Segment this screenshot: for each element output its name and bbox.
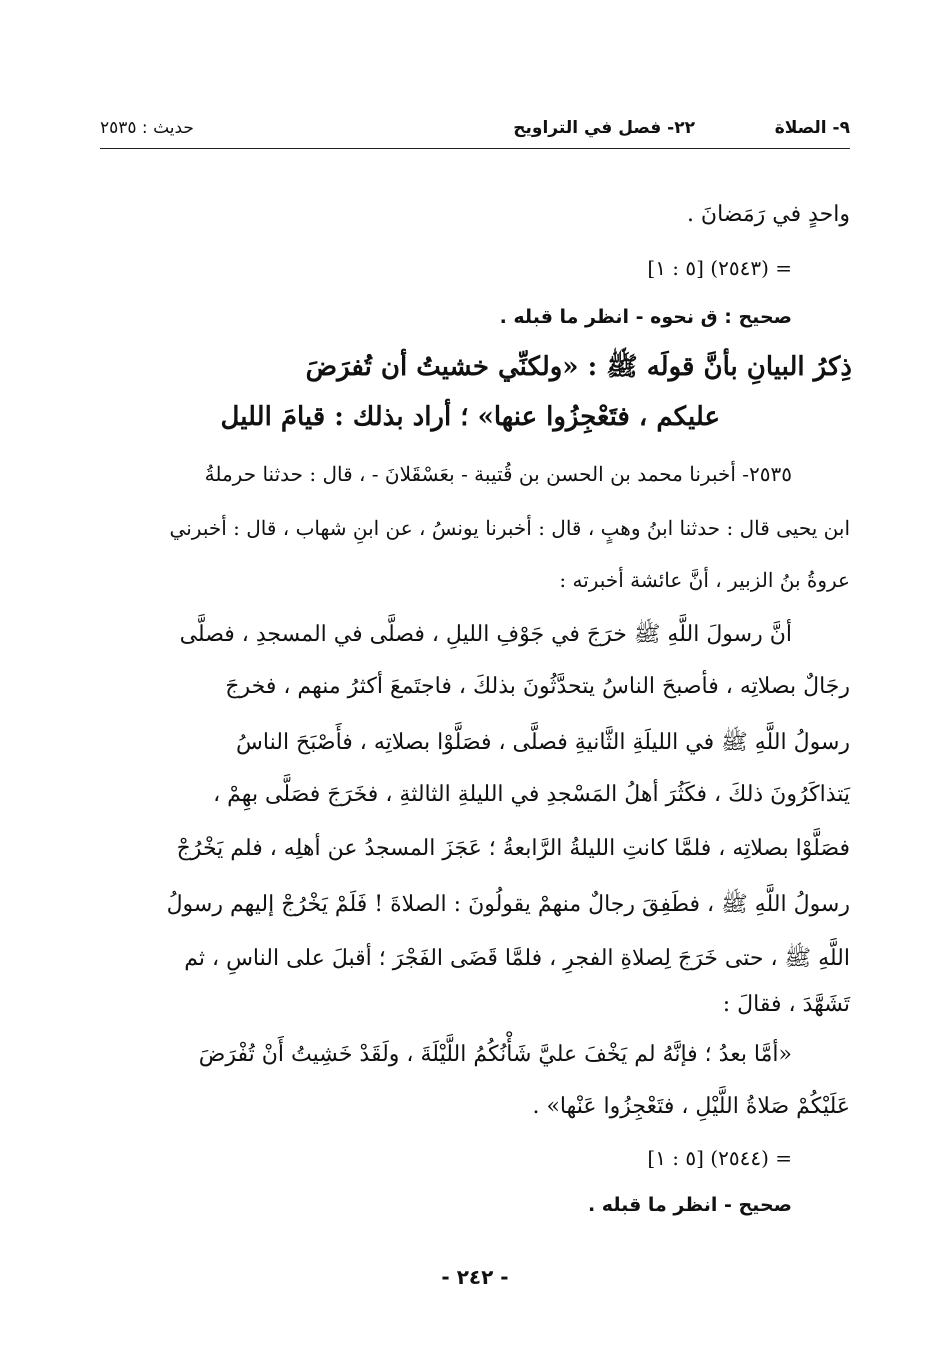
- chapter-heading-line-2: عليكم ، فتَعْجِزُوا عنها» ؛ أراد بذلك : قيامَ الليل: [220, 402, 720, 432]
- quote-line-1: «أمَّا بعدُ ؛ فإنَّهُ لم يَخْفَ عليَّ شَأْنُكُمُ اللَّيْلَةَ ، ولَقَدْ خَشِيتُ أَنْ تُفْرَضَ: [198, 1042, 792, 1067]
- header-section: ٢٢- فصل في التراويح: [513, 118, 695, 138]
- grading-line: صحيح : ق نحوه - انظر ما قبله .: [499, 306, 792, 328]
- matn-line: يَتذاكَرُونَ ذلكَ ، فكَثُرَ أهلُ المَسْجدِ في الليلةِ الثالثةِ ، فخَرَجَ فصَلَّى بهِمْ ،: [213, 782, 850, 807]
- matn-line: تَشَهَّدَ ، فقالَ :: [722, 992, 850, 1017]
- matn-line: أنَّ رسولَ اللَّهِ ﷺ خرَجَ في جَوْفِ الليلِ ، فصلَّى في المسجدِ ، فصلَّى: [179, 622, 792, 647]
- header-hadith-ref: حديث : ٢٥٣٥: [100, 118, 194, 138]
- chapter-heading-line-1: ذِكرُ البيانِ بأنَّ قولَه ﷺ : «ولكنِّي خشيتُ أن تُفرَضَ: [305, 352, 852, 382]
- matn-line: اللَّهِ ﷺ ، حتى خَرَجَ لِصلاةِ الفجرِ ، فلمَّا قَضَى الفَجْرَ ؛ أقبلَ على الناسِ ، ثم: [184, 946, 850, 971]
- running-header: [100, 112, 850, 144]
- matn-line: رسولُ اللَّهِ ﷺ في الليلَةِ الثَّانيةِ فصلَّى ، فصَلَّوْا بصلاتِه ، فأَصْبَحَ الناسُ: [236, 730, 850, 755]
- grading-line: صحيح - انظر ما قبله .: [587, 1194, 792, 1216]
- quote-line-2: عَلَيْكُمْ صَلاةُ اللَّيْلِ ، فتَعْجِزُوا عَنْها» .: [532, 1094, 850, 1119]
- isnad-line-3: عروةُ بنُ الزبير ، أنَّ عائشة أخبرته :: [559, 568, 850, 592]
- matn-line: رسولُ اللَّهِ ﷺ ، فطَفِقَ رجالٌ منهمْ يقولُونَ : الصلاةَ ! فَلَمْ يَخْرُجْ إليهم رسولُ: [166, 892, 850, 917]
- text-line: واحدٍ في رَمَضانَ .: [686, 202, 850, 227]
- isnad-line-1: ٢٥٣٥- أخبرنا محمد بن الحسن بن قُتيبة - بعَسْقَلانَ - ، قال : حدثنا حرملةُ: [204, 462, 792, 486]
- matn-line: رجَالٌ بصلاتِه ، فأصبحَ الناسُ يتحدَّثُونَ بذلكَ ، فاجتَمعَ أكثرُ منهم ، فخرجَ: [225, 674, 850, 699]
- header-divider: [100, 148, 850, 149]
- header-chapter: ٩- الصلاة: [774, 118, 850, 138]
- page-number: - ٢٤٢ -: [441, 1265, 509, 1289]
- reference-line: = (٢٥٤٣) [٥ : ١]: [647, 256, 792, 280]
- isnad-line-2: ابن يحيى قال : حدثنا ابنُ وهبٍ ، قال : أخبرنا يونسُ ، عن ابنِ شهاب ، قال : أخبرني: [169, 516, 850, 540]
- matn-line: فصَلَّوْا بصلاتِه ، فلمَّا كانتِ الليلةُ الرَّابعةُ ؛ عَجَزَ المسجدُ عن أهلِه ، فلم يَخْرُجْ: [176, 836, 850, 861]
- reference-line: = (٢٥٤٤) [٥ : ١]: [647, 1146, 792, 1170]
